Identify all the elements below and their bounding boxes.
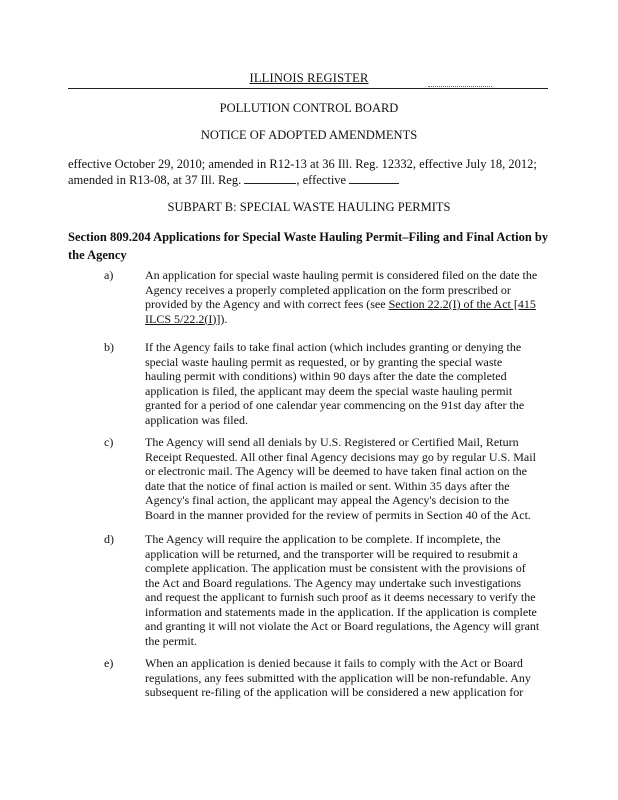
effective-line-2-start: amended in R13-08, at 37 Ill. Reg.	[68, 173, 242, 187]
register-title: ILLINOIS REGISTER	[249, 71, 369, 85]
item-b-line: hauling permit with conditions) within 90 days after the date the completed	[145, 369, 507, 383]
item-b-letter: b)	[104, 340, 114, 354]
item-b-line: granted for a period of one calendar year commencing on the 91st day after the	[145, 398, 525, 412]
item-d-line: and request the applicant to furnish such proof as it deems necessary to verify the	[145, 590, 536, 604]
item-a-line: Agency receives a properly completed application on the form prescribed or	[145, 282, 511, 297]
item-d-line: application will be returned, and the transporter will be required to resubmit a	[145, 546, 518, 561]
item-b-text	[145, 340, 545, 427]
item-c-text	[145, 435, 545, 522]
item-c-letter: c)	[104, 435, 114, 449]
effective-line-1: effective October 29, 2010; amended in R12-13 at 36 Ill. Reg. 12332, effective July 18, 2012;	[68, 157, 537, 171]
item-d-line: and granting it will not violate the Act or Board regulations, the Agency will grant	[145, 619, 540, 633]
item-a-line: ILCS 5/22.2(I)]).	[145, 311, 228, 326]
item-d-line: information and statements made in the application. If the application is complete	[145, 604, 537, 619]
item-e-line: subsequent re-filing of the application will be considered a new application for	[145, 685, 524, 699]
item-e-text	[145, 656, 545, 700]
item-c-line: or electronic mail. The Agency will be deemed to have taken final action on the	[145, 464, 527, 478]
item-d-text	[145, 532, 545, 648]
item-b-line: special waste hauling permit as requested, or by granting the special waste	[145, 354, 503, 369]
item-b-line: If the Agency fails to take final action (which includes granting or denying the	[145, 340, 522, 354]
header-dotted-rule	[428, 86, 492, 87]
blank-volume	[244, 172, 296, 184]
blank-date	[349, 172, 399, 184]
item-d-letter: d)	[104, 532, 114, 546]
board-name: POLLUTION CONTROL BOARD	[219, 101, 399, 115]
item-d-line: The Agency will require the application to be complete. If incomplete, the	[145, 532, 501, 546]
notice-title: NOTICE OF ADOPTED AMENDMENTS	[200, 128, 418, 142]
item-a-line: An application for special waste hauling permit is considered filed on the date the	[145, 268, 538, 282]
item-a-letter: a)	[104, 268, 114, 282]
item-b-line: application is filed, the applicant may deem the special waste hauling permit	[145, 383, 513, 398]
statute-reference-link[interactable]: Section 22.2(I) of the Act [415	[388, 297, 536, 311]
item-d-line: complete application. The application must be consistent with the provisions of	[145, 561, 526, 575]
statute-reference-link-cont[interactable]: ILCS 5/22.2(I)]	[145, 311, 221, 326]
item-e-letter: e)	[104, 656, 114, 670]
item-d-line: the permit.	[145, 633, 197, 648]
effective-line-2	[68, 172, 399, 188]
item-c-line: Agency's final action, the applicant may appeal the Agency's decision to the	[145, 493, 510, 507]
item-a-text	[145, 268, 545, 326]
item-c-line: Board in the manner provided for the review of permits in Section 40 of the Act.	[145, 507, 531, 522]
section-heading: Section 809.204 Applications for Special Waste Hauling Permit–Filing and Final Action by the Agency	[68, 230, 549, 262]
item-e-line: When an application is denied because it fails to comply with the Act or Board	[145, 656, 523, 670]
item-c-line: The Agency will send all denials by U.S. Registered or Certified Mail, Return	[145, 435, 519, 449]
item-d-line: the Act and Board regulations. The Agency may undertake such investigations	[145, 575, 522, 590]
item-c-line: Receipt Requested. All other final Agency decisions may go by regular U.S. Mail	[145, 449, 536, 464]
item-b-line: application was filed.	[145, 412, 248, 427]
item-e-line: regulations, any fees submitted with the application will be non-refundable. Any	[145, 670, 531, 685]
item-c-line: date that the notice of final action is mailed or sent. Within 35 days after the	[145, 478, 510, 493]
subpart-heading: SUBPART B: SPECIAL WASTE HAULING PERMITS	[167, 200, 451, 214]
item-a-line: provided by the Agency and with correct fees (see Section 22.2(I) of the Act [415	[145, 297, 536, 311]
effective-line-2-mid: , effective	[296, 173, 347, 187]
header-rule	[68, 88, 548, 89]
